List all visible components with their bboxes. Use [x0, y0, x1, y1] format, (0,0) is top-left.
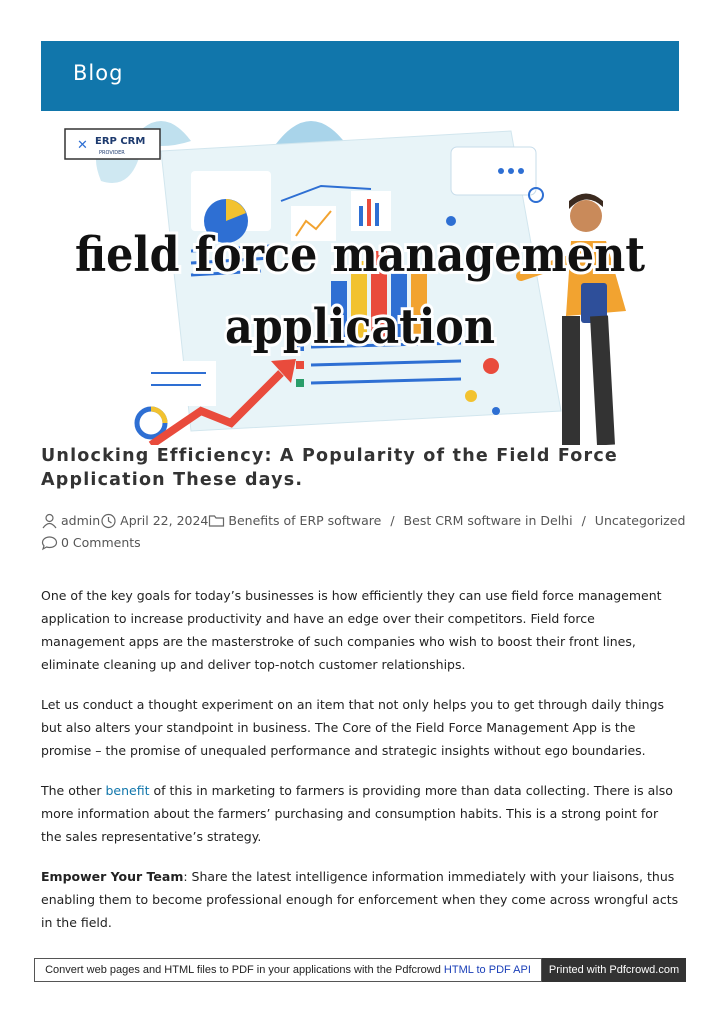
category-link[interactable]: Best CRM software in Delhi — [403, 513, 573, 528]
user-icon — [41, 513, 58, 529]
comment-icon — [41, 535, 58, 551]
paragraph: One of the key goals for today’s businesses is how efficiently they can use field force management application to increase productivity and have an edge over their competitors. Field force management apps are the masterstroke of such companies who wish to boost their front lines, eliminate cleaning up and deliver top-notch customer relationships. — [41, 588, 662, 672]
hero-headline-line1: field force management — [75, 227, 645, 283]
hero-image — [41, 111, 679, 445]
logo-mark-icon: ✕ — [77, 138, 88, 153]
author-link[interactable]: admin — [61, 513, 101, 528]
post-date: April 22, 2024 — [120, 513, 209, 528]
benefit-link[interactable]: benefit — [105, 783, 150, 798]
folder-icon — [208, 513, 225, 529]
post-title: Unlocking Efficiency: A Popularity of the Field Force Application These days. — [41, 446, 618, 490]
hero-headline-line2: application — [225, 299, 495, 355]
comments-link[interactable]: 0 Comments — [61, 535, 141, 550]
paragraph: The other benefit of this in marketing to farmers is providing more than data collecting. There is also more information about the farmers’ purchasing and consumption habits. This is a strong point for the sales representative’s strategy. — [41, 783, 673, 844]
post-content — [41, 584, 681, 951]
html-to-pdf-link[interactable]: HTML to PDF API — [443, 964, 531, 976]
post-meta — [41, 510, 701, 554]
site-header — [41, 41, 679, 111]
paragraph: Let us conduct a thought experiment on an item that not only helps you to get through daily things but also alters your standpoint in business. The Core of the Field Force Management App is the promise – the promise of unequaled performance and strategic insights without ego boundaries. — [41, 697, 664, 758]
category-link[interactable]: Benefits of ERP software — [228, 513, 382, 528]
category-separator: / — [581, 513, 586, 528]
header-title: Blog — [73, 61, 124, 85]
hero-logo-sub: PROVIDER — [99, 150, 125, 156]
empower-heading: Empower Your Team — [41, 869, 184, 884]
category-link[interactable]: Uncategorized — [594, 513, 686, 528]
clock-icon — [100, 513, 117, 529]
category-separator: / — [390, 513, 395, 528]
footer-note: Convert web pages and HTML files to PDF in your applications with the Pdfcrowd HTML to PDF API — [34, 958, 542, 982]
printed-with-badge[interactable]: Printed with Pdfcrowd.com — [542, 958, 686, 982]
pdfcrowd-footer — [34, 958, 686, 982]
paragraph: Empower Your Team: Share the latest intelligence information immediately with your liaisons, thus enabling them to become professional enough for enforcement when they come across wrongful acts in the field. — [41, 869, 679, 930]
hero-logo-text: ERP CRM — [95, 136, 146, 147]
